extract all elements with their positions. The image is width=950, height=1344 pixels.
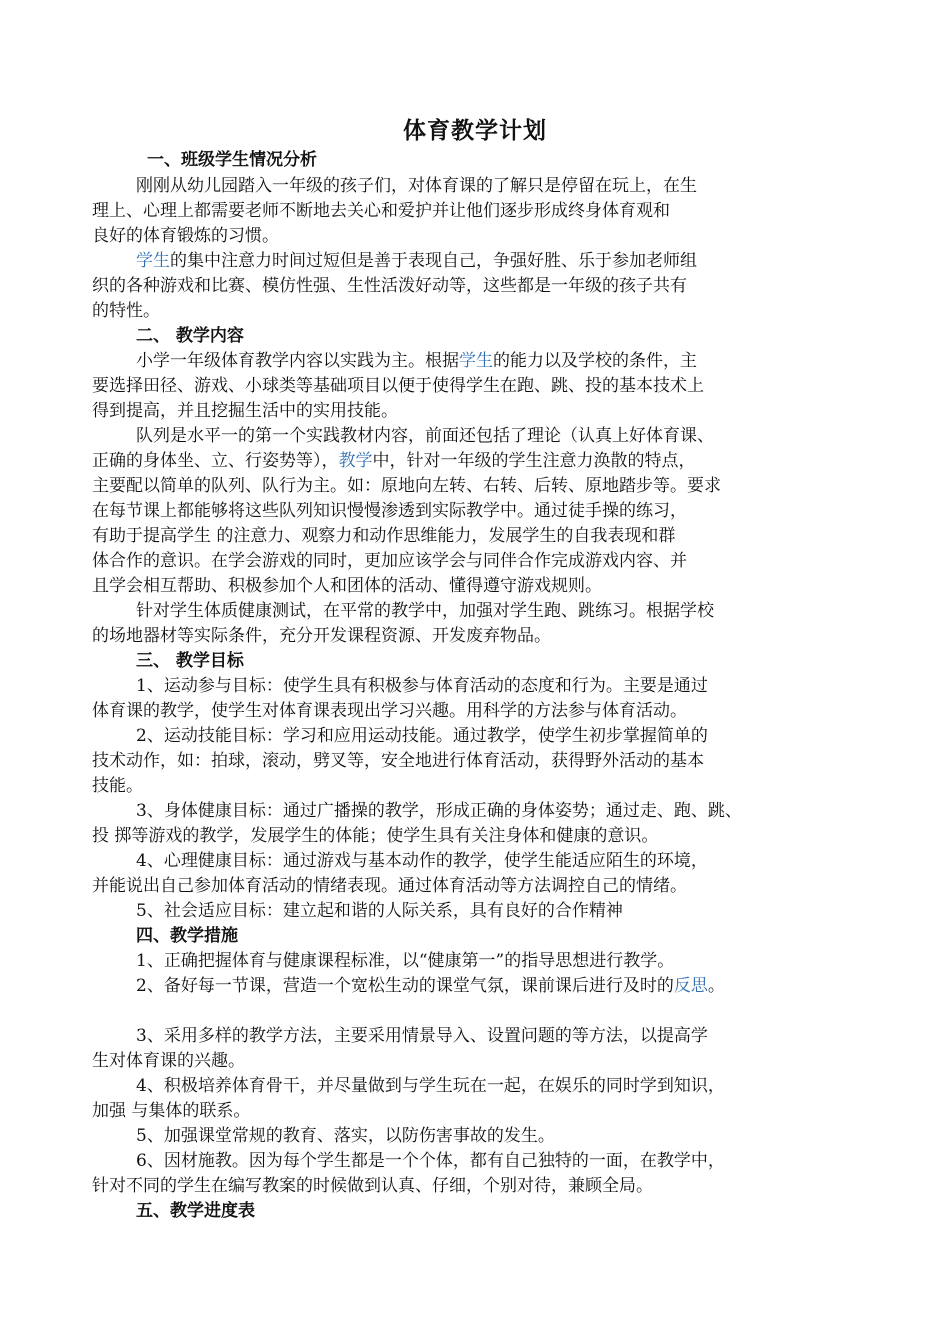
text-line: 技能。 [92,776,143,796]
text-line: 体育课的教学，使学生对体育课表现出学习兴趣。用科学的方法参与体育活动。 [92,701,687,721]
text-line: 刚刚从幼儿园踏入一年级的孩子们，对体育课的了解只是停留在玩上，在生 [136,176,697,196]
text-line: 体合作的意识。在学会游戏的同时，更加应该学会与同伴合作完成游戏内容、并 [92,551,687,571]
text-line: 1、正确把握体育与健康课程标准，以“健康第一”的指导思想进行教学。 [136,951,675,971]
text-line: 在每节课上都能够将这些队列知识慢慢渗透到实际教学中。通过徒手操的练习， [92,501,687,521]
text-line: 4、积极培养体育骨干，并尽量做到与学生玩在一起，在娱乐的同时学到知识， [136,1076,725,1096]
text-line: 且学会相互帮助、积极参加个人和团体的活动、懂得遵守游戏规则。 [92,576,602,596]
text-line: 投 掷等游戏的教学，发展学生的体能；使学生具有关注身体和健康的意识。 [92,826,659,846]
text-line: 小学一年级体育教学内容以实践为主。根据学生的能力以及学校的条件，主 [136,351,697,371]
text-line: 针对学生体质健康测试，在平常的教学中，加强对学生跑、跳练习。根据学校 [136,601,714,621]
text-line: 5、社会适应目标：建立起和谐的人际关系，具有良好的合作精神 [136,901,623,921]
text-line: 生对体育课的兴趣。 [92,1051,245,1071]
text-line: 4、心理健康目标：通过游戏与基本动作的教学，使学生能适应陌生的环境， [136,851,708,871]
text-line: 2、备好每一节课，营造一个宽松生动的课堂气氛，课前课后进行及时的反思。 [136,976,725,996]
text-line: 理上、心理上都需要老师不断地去关心和爱护并让他们逐步形成终身体育观和 [92,201,670,221]
text-line: 的场地器材等实际条件，充分开发课程资源、开发废弃物品。 [92,626,551,646]
text-line: 队列是水平一的第一个实践教材内容，前面还包括了理论（认真上好体育课、 [136,426,714,446]
text-line: 2、运动技能目标：学习和应用运动技能。通过教学，使学生初步掌握简单的 [136,726,708,746]
text-line: 的特性。 [92,301,160,321]
text-line: 学生的集中注意力时间过短但是善于表现自己，争强好胜、乐于参加老师组 [136,251,697,271]
text-line: 正确的身体坐、立、行姿势等），教学中，针对一年级的学生注意力涣散的特点， [92,451,696,471]
text-line: 1、运动参与目标：使学生具有积极参与体育活动的态度和行为。主要是通过 [136,676,708,696]
section-heading-2: 二、 教学内容 [136,326,244,346]
keyword-link[interactable]: 学生 [459,351,493,371]
text-line: 有助于提高学生 的注意力、观察力和动作思维能力，发展学生的自我表现和群 [92,526,676,546]
text-line: 并能说出自己参加体育活动的情绪表现。通过体育活动等方法调控自己的情绪。 [92,876,687,896]
text-line: 要选择田径、游戏、小球类等基础项目以便于使得学生在跑、跳、投的基本技术上 [92,376,704,396]
text-line: 织的各种游戏和比赛、模仿性强、生性活泼好动等，这些都是一年级的孩子共有 [92,276,687,296]
keyword-link[interactable]: 反思 [673,976,708,996]
section-heading-5: 五、教学进度表 [136,1201,255,1221]
text-line: 技术动作，如：拍球，滚动，劈叉等，安全地进行体育活动，获得野外活动的基本 [92,751,704,771]
section-heading-4: 四、教学措施 [136,926,238,946]
text-line: 5、加强课堂常规的教育、落实，以防伤害事故的发生。 [136,1126,555,1146]
text-line: 良好的体育锻炼的习惯。 [92,226,279,246]
text-line: 3、采用多样的教学方法，主要采用情景导入、设置问题的等方法，以提高学 [136,1026,708,1046]
keyword-link[interactable]: 教学 [338,451,373,471]
text-line: 针对不同的学生在编写教案的时候做到认真、仔细，个别对待，兼顾全局。 [92,1176,653,1196]
text-line: 6、因材施教。因为每个学生都是一个个体，都有自己独特的一面，在教学中， [136,1151,725,1171]
text-line: 3、身体健康目标：通过广播操的教学，形成正确的身体姿势；通过走、跑、跳、 [136,801,742,821]
text-line: 得到提高，并且挖掘生活中的实用技能。 [92,401,398,421]
text-line: 加强 与集体的联系。 [92,1101,251,1121]
keyword-link[interactable]: 学生 [136,251,170,271]
page-title: 体育教学计划 [403,118,547,144]
section-heading-1: 一、班级学生情况分析 [147,150,317,170]
text-line: 主要配以简单的队列、队行为主。如：原地向左转、右转、后转、原地踏步等。要求 [92,476,721,496]
section-heading-3: 三、 教学目标 [136,651,244,671]
